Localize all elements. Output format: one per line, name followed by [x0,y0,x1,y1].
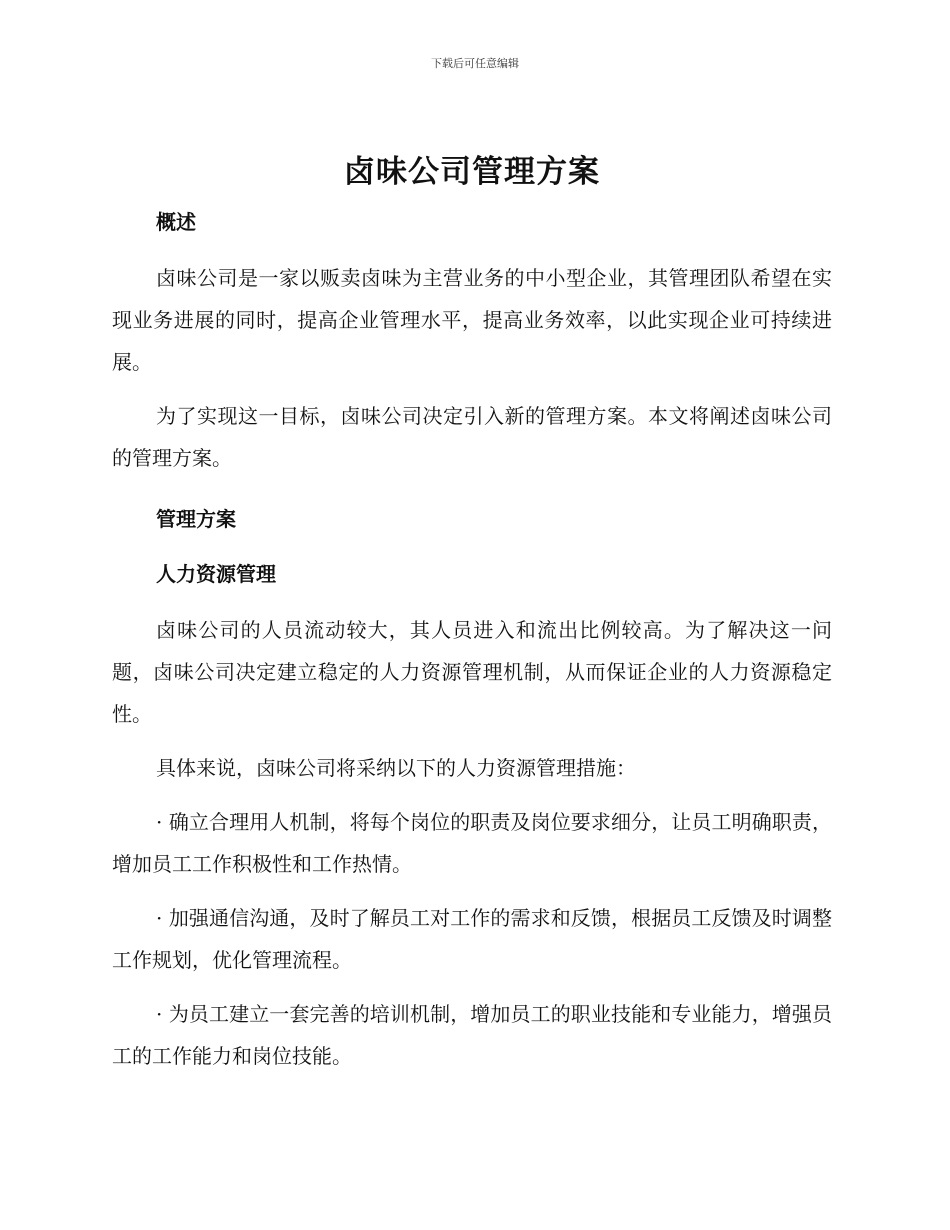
document-body [112,150,832,1077]
bullet-hr-3: · 为员工建立一套完善的培训机制，增加员工的职业技能和专业能力，增强员工的工作能力和岗位技能。 [112,1002,832,1068]
bullet-hr-2: · 加强通信沟通，及时了解员工对工作的需求和反馈，根据员工反馈及时调整工作规划，优化管理流程。 [112,906,832,972]
header-note: 下载后可任意编辑 [431,57,519,70]
paragraph-overview-2: 为了实现这一目标，卤味公司决定引入新的管理方案。本文将阐述卤味公司的管理方案。 [112,404,832,470]
heading-management-plan: 管理方案 [156,507,236,531]
paragraph-hr-2: 具体来说，卤味公司将采纳以下的人力资源管理措施： [156,756,636,780]
document-title: 卤味公司管理方案 [344,154,600,190]
heading-overview: 概述 [156,210,196,234]
paragraph-hr-1: 卤味公司的人员流动较大，其人员进入和流出比例较高。为了解决这一问题，卤味公司决定建立稳定的人力资源管理机制，从而保证企业的人力资源稳定性。 [112,618,832,726]
paragraph-overview-1: 卤味公司是一家以贩卖卤味为主营业务的中小型企业，其管理团队希望在实现业务进展的同时，提高企业管理水平，提高业务效率，以此实现企业可持续进展。 [112,266,832,374]
heading-hr-management: 人力资源管理 [156,562,276,586]
bullet-hr-1: · 确立合理用人机制，将每个岗位的职责及岗位要求细分，让员工明确职责，增加员工工作积极性和工作热情。 [112,810,832,876]
